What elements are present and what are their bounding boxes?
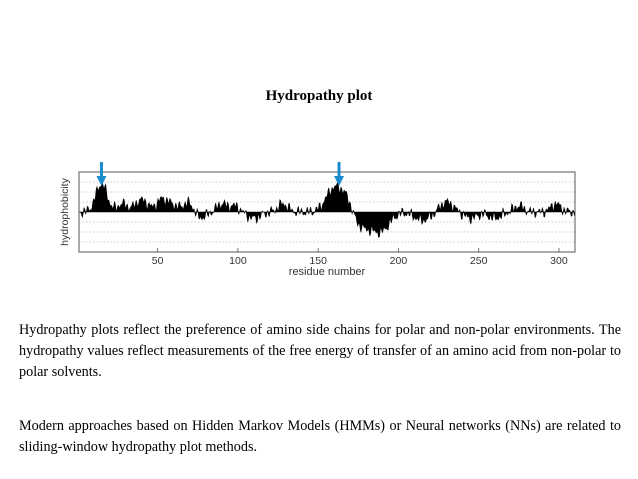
marker-arrow-head xyxy=(96,176,106,186)
x-tick-label: 300 xyxy=(550,255,568,267)
hydropathy-plot xyxy=(55,160,590,280)
marker-arrow-head xyxy=(334,176,344,186)
paragraph-hydropathy-description: Hydropathy plots reflect the preference of amino side chains for polar and non-polar environments. The hydropathy values reflect measurements of the free energy of transfer of an amino acid from non-polar to polar solvents. xyxy=(19,322,621,380)
paragraph-modern-approaches: Modern approaches based on Hidden Markov Models (HMMs) or Neural networks (NNs) are related to sliding-window hydropathy plot methods. xyxy=(19,418,621,455)
x-tick-label: 100 xyxy=(229,255,247,267)
x-tick-label: 200 xyxy=(389,255,408,267)
hydropathy-plot-svg xyxy=(55,160,590,280)
x-tick-label: 50 xyxy=(151,255,164,267)
x-tick-label: 150 xyxy=(309,255,327,267)
slide-title: Hydropathy plot xyxy=(265,88,373,104)
y-axis-label: hydrophobicity xyxy=(59,178,71,246)
x-axis-label: residue number xyxy=(288,266,366,278)
x-tick-label: 250 xyxy=(469,255,488,267)
hydropathy-trace xyxy=(80,182,574,238)
